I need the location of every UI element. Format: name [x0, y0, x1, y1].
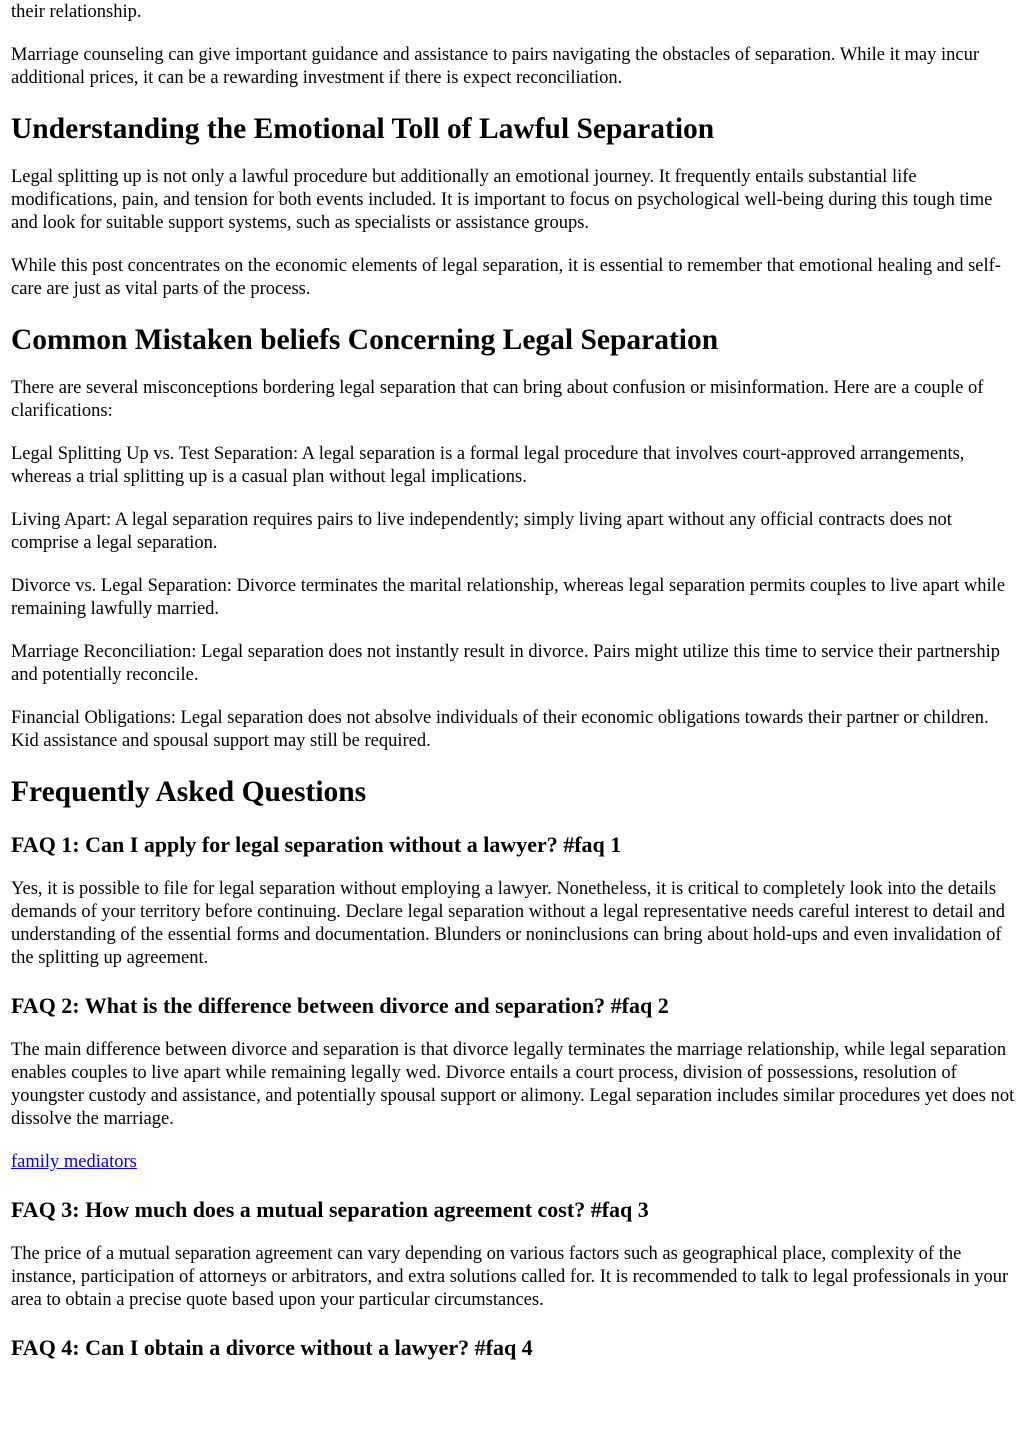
faq-3-answer: The price of a mutual separation agreement can vary depending on various factors such as geographical place, complexity of the instance, participation of attorneys or arbitrators, and extra solutions called for. It is recommended to talk to legal professionals in your area to obtain a precise quote based upon your particular circumstances.	[11, 1244, 1009, 1310]
misconception-item: Living Apart: A legal separation requires pairs to live independently; simply living apart without any official contracts does not comprise a legal separation.	[11, 510, 952, 553]
emotional-paragraph-2: While this post concentrates on the economic elements of legal separation, it is essential to remember that emotional healing and self-care are just as vital parts of the process.	[11, 256, 1001, 299]
faq-2-answer: The main difference between divorce and separation is that divorce legally terminates the marriage relationship, while legal separation enables couples to live apart while remaining legally wed. Divorce entails a court process, division of possessions, resolution of youngster custody and assistance, and potentially spousal support or alimony. Legal separation includes similar procedures yet does not dissolve the marriage.	[11, 1040, 1015, 1129]
misconceptions-heading: Common Mistaken beliefs Concerning Legal Separation	[11, 324, 719, 356]
misconception-item: Financial Obligations: Legal separation does not absolve individuals of their economic obligations towards their partner or children. Kid assistance and spousal support may still be required.	[11, 708, 989, 751]
emotional-paragraph-1: Legal splitting up is not only a lawful procedure but additionally an emotional journey. It frequently entails substantial life modifications, pain, and tension for both events included. It is important to focus on psychological well-being during this tough time and look for suitable support systems, such as specialists or assistance groups.	[11, 167, 993, 233]
misconceptions-intro: There are several misconceptions bordering legal separation that can bring about confusion or misinformation. Here are a couple of clarifications:	[11, 378, 984, 421]
family-mediators-paragraph	[11, 1151, 1016, 1174]
emotional-heading: Understanding the Emotional Toll of Lawful Separation	[11, 113, 715, 145]
misconception-item: Marriage Reconciliation: Legal separation does not instantly result in divorce. Pairs might utilize this time to service their partnership and potentially reconcile.	[11, 642, 1000, 685]
misconception-item: Legal Splitting Up vs. Test Separation: A legal separation is a formal legal procedure that involves court-approved arrangements, whereas a trial splitting up is a casual plan without legal implications.	[11, 444, 965, 487]
faq-1-answer: Yes, it is possible to file for legal separation without employing a lawyer. Nonetheless, it is critical to completely look into the details demands of your territory before continuing. Declare legal separation without a legal representative needs careful interest to detail and understanding of the essential forms and documentation. Blunders or noninclusions can bring about hold-ups and even invalidation of the splitting up agreement.	[11, 879, 1005, 968]
intro-paragraph-2: Marriage counseling can give important guidance and assistance to pairs navigating the obstacles of separation. While it may incur additional prices, it can be a rewarding investment if there is expect reconciliation.	[11, 45, 980, 88]
faq-4-question: FAQ 4: Can I obtain a divorce without a lawyer? #faq 4	[11, 1335, 533, 1360]
faq-2-question: FAQ 2: What is the difference between divorce and separation? #faq 2	[11, 993, 669, 1018]
faq-3-question: FAQ 3: How much does a mutual separation agreement cost? #faq 3	[11, 1197, 649, 1222]
faq-heading: Frequently Asked Questions	[11, 776, 367, 808]
intro-paragraph-1: their relationship.	[11, 2, 142, 22]
family-mediators-link[interactable]: family mediators	[11, 1152, 137, 1172]
misconception-item: Divorce vs. Legal Separation: Divorce terminates the marital relationship, whereas legal separation permits couples to live apart while remaining lawfully married.	[11, 576, 1006, 619]
faq-1-question: FAQ 1: Can I apply for legal separation without a lawyer? #faq 1	[11, 832, 622, 857]
